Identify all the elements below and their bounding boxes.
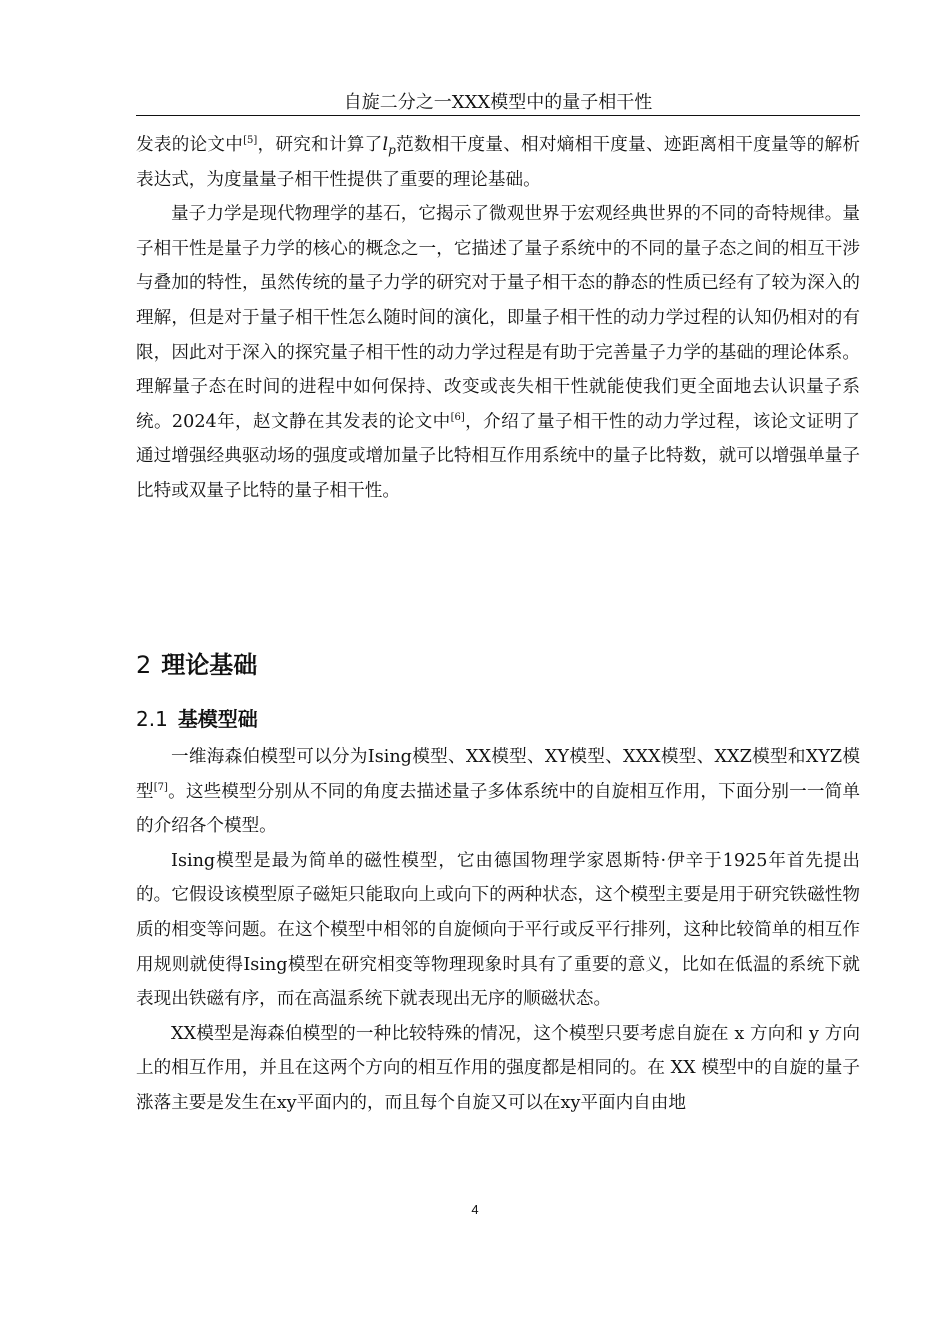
section-number: 2: [136, 651, 152, 679]
section-heading: [136, 650, 257, 680]
section-title: 理论基础: [161, 651, 258, 679]
subsection-number: 2.1: [136, 707, 168, 731]
paragraph: XX模型是海森伯模型的一种比较特殊的情况，这个模型只要考虑自旋在 x 方向和 y 方向上的相互作用，并且在这两个方向的相互作用的强度都是相同的。在 XX 模型中的自旋的量子涨落主要是发生在xy平面内的，而且每个自旋又可以在xy平面内自由地: [136, 1023, 860, 1113]
subsection-heading: [136, 706, 258, 732]
citation[interactable]: [6]: [450, 411, 465, 423]
running-header: [136, 91, 860, 116]
citation[interactable]: [5]: [243, 135, 258, 146]
body-text-top: [136, 128, 860, 509]
paragraph: 量子力学是现代物理学的基石，它揭示了微观世界于宏观经典世界的不同的奇特规律。量子相干性是量子力学的核心的概念之一，它描述了量子系统中的不同的量子态之间的相互干涉与叠加的特性，虽然传统的量子力学的研究对于量子相干态的静态的性质已经有了较为深入的理解，但是对于量子相干性怎么随时间的演化，即量子相干性的动力学过程的认知仍相对的有限，因此对于深入的探究量子相干性的动力学过程是有助于完善量子力学的基础的理论体系。理解量子态在时间的进程中如何保持、改变或丧失相干性就能使我们更全面地去认识量子系统。2024年，赵文静在其发表的论文中[6]，介绍了量子相干性的动力学过程，该论文证明了通过增强经典驱动场的强度或增加量子比特相互作用系统中的量子比特数，就可以增强单量子比特或双量子比特的量子相干性。: [136, 204, 860, 501]
paragraph: 发表的论文中[5]，研究和计算了$l_p$范数相干度量、相对熵相干度量、迹距离相干度量等的解析表达式，为度量量子相干性提供了重要的理论基础。: [136, 135, 860, 190]
citation[interactable]: [7]: [153, 781, 168, 793]
subsection-title: 基模型础: [177, 707, 258, 731]
header-title: 自旋二分之一XXX模型中的量子相干性: [343, 92, 653, 113]
body-text-bottom: [136, 740, 860, 1121]
paragraph: Ising模型是最为简单的磁性模型，它由德国物理学家恩斯特·伊辛于1925年首先提出的。它假设该模型原子磁矩只能取向上或向下的两种状态，这个模型主要是用于研究铁磁性物质的相变等问题。在这个模型中相邻的自旋倾向于平行或反平行排列，这种比较简单的相互作用规则就使得Ising模型在研究相变等物理现象时具有了重要的意义，比如在低温的系统下就表现出铁磁有序，而在高温系统下就表现出无序的顺磁状态。: [136, 850, 860, 1010]
paragraph: 一维海森伯模型可以分为Ising模型、XX模型、XY模型、XXX模型、XXZ模型和XYZ模型[7]。这些模型分别从不同的角度去描述量子多体系统中的自旋相互作用，下面分别一一简单的介绍各个模型。: [136, 747, 860, 837]
math-lp: $l_p$: [382, 135, 396, 157]
page-number: 4: [471, 1202, 479, 1217]
